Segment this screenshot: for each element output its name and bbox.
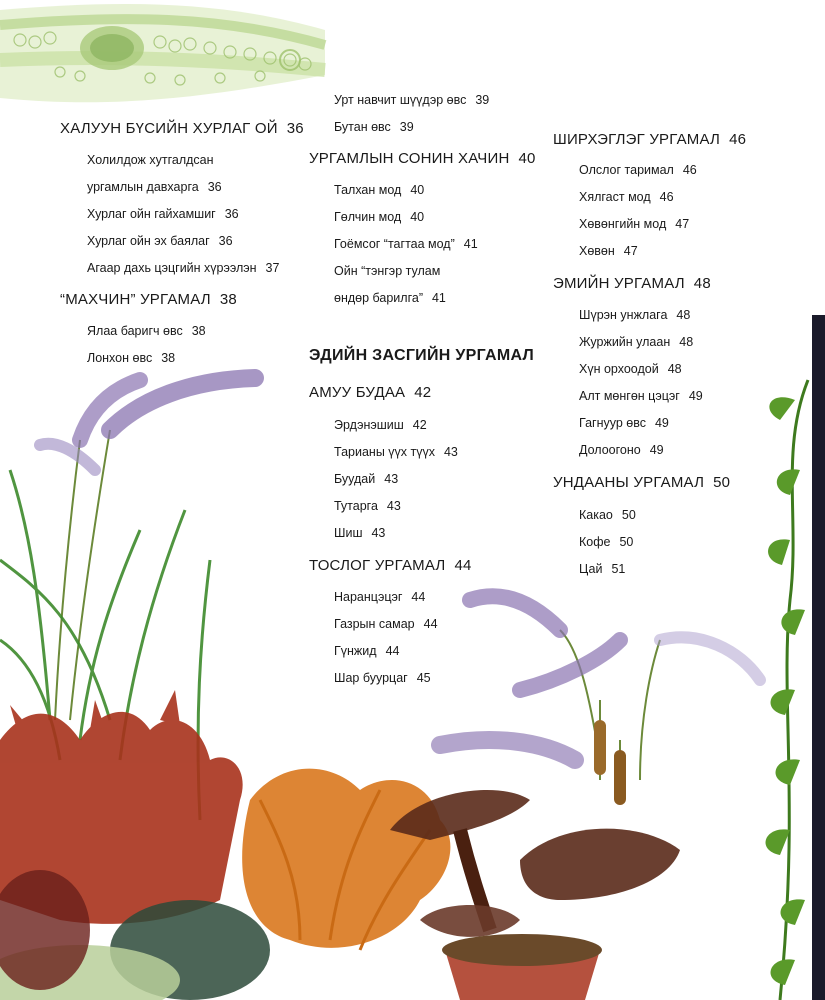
toc-page-number: 46 — [729, 131, 747, 148]
toc-page-number: 38 — [161, 351, 176, 365]
toc-page-number: 44 — [423, 617, 438, 631]
toc-entry[interactable] — [87, 153, 214, 167]
toc-entry-title: Долоогоно — [579, 443, 641, 457]
toc-entry[interactable] — [334, 210, 424, 224]
toc-entry[interactable] — [579, 535, 633, 549]
toc-entry[interactable] — [334, 120, 414, 134]
toc-page-number: 36 — [218, 234, 233, 248]
toc-entry-title: Хурлаг ойн эх баялаг — [87, 234, 210, 248]
toc-entry-title: Шүрэн унжлага — [579, 308, 668, 322]
leaf-cross-section-image — [0, 4, 325, 102]
toc-page-number: 43 — [384, 472, 399, 486]
toc-page-number: 50 — [621, 508, 636, 522]
toc-entry[interactable] — [334, 671, 431, 685]
toc-section-title: ЭМИЙН УРГАМАЛ — [553, 275, 685, 292]
toc-entry-title: Талхан мод — [334, 183, 402, 197]
toc-entry[interactable] — [87, 234, 233, 248]
toc-entry[interactable] — [334, 472, 398, 486]
toc-page-number: 44 — [385, 644, 400, 658]
toc-page-number: 48 — [667, 362, 682, 376]
toc-entry-title: Буудай — [334, 472, 376, 486]
toc-page-number: 38 — [219, 291, 237, 308]
toc-entry-title: Олслог таримал — [579, 163, 674, 177]
toc-entry-title: Алт мөнгөн цэцэг — [579, 389, 680, 403]
toc-page-number: 49 — [654, 416, 669, 430]
toc-entry[interactable] — [334, 264, 440, 278]
toc-section-heading[interactable] — [553, 131, 746, 148]
toc-entry-title: өндөр барилга” — [334, 291, 423, 305]
toc-entry[interactable] — [579, 217, 689, 231]
climbing-vine-image — [766, 315, 825, 1000]
toc-entry-title: Хүн орхоодой — [579, 362, 659, 376]
toc-page-number: 47 — [623, 244, 638, 258]
toc-page-number: 42 — [414, 384, 432, 401]
toc-entry-title: Тутарга — [334, 499, 378, 513]
toc-page-number: 40 — [410, 210, 425, 224]
toc-entry-title: Хөвөн — [579, 244, 615, 258]
toc-section-title: УРГАМЛЫН СОНИН ХАЧИН — [309, 150, 510, 167]
toc-entry-title: Лонхон өвс — [87, 351, 153, 365]
toc-entry[interactable] — [87, 261, 279, 275]
toc-page-number: 40 — [410, 183, 425, 197]
toc-entry-title: Тарианы үүх түүх — [334, 445, 435, 459]
toc-entry[interactable] — [87, 324, 206, 338]
toc-page-number: 49 — [649, 443, 664, 457]
toc-page-number: 45 — [416, 671, 431, 685]
toc-page-number: 47 — [675, 217, 690, 231]
toc-entry-title: Холилдож хутгалдсан — [87, 153, 214, 167]
toc-entry[interactable] — [87, 351, 175, 365]
toc-entry[interactable] — [334, 526, 385, 540]
toc-entry-title: Урт навчит шүүдэр өвс — [334, 93, 467, 107]
toc-section-heading[interactable] — [60, 291, 237, 308]
toc-entry[interactable] — [334, 237, 478, 251]
toc-entry-title: Ялаа баригч өвс — [87, 324, 183, 338]
toc-entry[interactable] — [579, 335, 693, 349]
toc-page-number: 46 — [659, 190, 674, 204]
toc-page-number: 36 — [207, 180, 222, 194]
toc-entry-title: Гөлчин мод — [334, 210, 402, 224]
toc-entry-title: Ойн “тэнгэр тулам — [334, 264, 441, 278]
toc-entry-title: ургамлын давхарга — [87, 180, 199, 194]
toc-entry[interactable] — [579, 362, 682, 376]
toc-page-number: 38 — [191, 324, 206, 338]
toc-entry[interactable] — [579, 190, 674, 204]
toc-entry-title: Газрын самар — [334, 617, 415, 631]
toc-entry-title: Агаар дахь цэцгийн хүрээлэн — [87, 261, 257, 275]
toc-section-heading[interactable] — [309, 557, 472, 574]
cattail-image — [594, 700, 626, 805]
toc-section-title: ТОСЛОГ УРГАМАЛ — [309, 557, 446, 574]
toc-entry-title: Хөвөнгийн мод — [579, 217, 667, 231]
toc-section-title: “МАХЧИН” УРГАМАЛ — [60, 291, 211, 308]
toc-page-number: 39 — [399, 120, 414, 134]
toc-page-number: 49 — [688, 389, 703, 403]
toc-section-title: ШИРХЭГЛЭГ УРГАМАЛ — [553, 131, 721, 148]
toc-entry[interactable] — [579, 508, 636, 522]
toc-entry[interactable] — [334, 644, 399, 658]
toc-page-number: 46 — [682, 163, 697, 177]
toc-section-heading[interactable] — [309, 150, 536, 167]
toc-page-number: 50 — [619, 535, 634, 549]
toc-entry-title: Гоёмсог “тагтаа мод” — [334, 237, 455, 251]
toc-entry-title: Хурлаг ойн гайхамшиг — [87, 207, 216, 221]
toc-entry[interactable] — [334, 445, 458, 459]
orange-coral-image — [242, 769, 450, 948]
toc-page-number: 41 — [431, 291, 446, 305]
toc-entry[interactable] — [334, 418, 427, 432]
toc-section-title: УНДААНЫ УРГАМАЛ — [553, 474, 705, 491]
toc-page-number: 48 — [676, 308, 691, 322]
toc-section-heading[interactable] — [553, 275, 711, 292]
toc-page-number: 42 — [412, 418, 427, 432]
toc-page-number: 43 — [386, 499, 401, 513]
toc-section-title: АМУУ БУДАА — [309, 384, 406, 401]
toc-page-number: 48 — [693, 275, 711, 292]
toc-entry-title: Эрдэнэшиш — [334, 418, 404, 432]
toc-page-number: 40 — [518, 150, 536, 167]
toc-page-number: 48 — [679, 335, 694, 349]
toc-section-heading[interactable] — [553, 474, 730, 491]
toc-entry-title: Кофе — [579, 535, 611, 549]
toc-entry-title: Шар буурцаг — [334, 671, 408, 685]
toc-entry[interactable] — [579, 416, 669, 430]
toc-page-number: 37 — [265, 261, 280, 275]
toc-page-number: 36 — [286, 120, 304, 137]
toc-page-number: 43 — [371, 526, 386, 540]
toc-section-heading[interactable] — [309, 384, 431, 401]
toc-part-title[interactable]: ЭДИЙН ЗАСГИЙН УРГАМАЛ — [309, 347, 535, 364]
toc-entry[interactable] — [579, 562, 625, 576]
toc-page-number: 51 — [611, 562, 626, 576]
toc-section-heading[interactable] — [60, 120, 304, 137]
toc-entry[interactable] — [579, 244, 638, 258]
toc-entry[interactable] — [579, 163, 697, 177]
toc-entry-title: Хялгаст мод — [579, 190, 651, 204]
feather-grass-left-image — [40, 378, 255, 720]
toc-page-number: 44 — [454, 557, 472, 574]
toc-entry[interactable] — [334, 617, 438, 631]
toc-entry[interactable] — [579, 308, 690, 322]
toc-entry-title: Гагнуур өвс — [579, 416, 646, 430]
toc-entry-title: Бутан өвс — [334, 120, 391, 134]
toc-entry[interactable] — [334, 590, 425, 604]
toc-entry[interactable] — [579, 443, 664, 457]
toc-page-number: 44 — [411, 590, 426, 604]
toc-entry[interactable] — [87, 180, 222, 194]
toc-section-title: ХАЛУУН БҮСИЙН ХУРЛАГ ОЙ — [60, 120, 278, 137]
toc-entry[interactable] — [334, 499, 401, 513]
toc-entry-title: Гүнжид — [334, 644, 377, 658]
toc-entry-title: Шиш — [334, 526, 363, 540]
toc-entry[interactable] — [579, 389, 703, 403]
toc-page-number: 39 — [475, 93, 490, 107]
toc-page-number: 36 — [224, 207, 239, 221]
toc-page-number: 41 — [463, 237, 478, 251]
toc-page-number: 43 — [443, 445, 458, 459]
reishi-mushroom-image — [390, 790, 680, 1000]
toc-entry-title: Какао — [579, 508, 613, 522]
toc-entry[interactable] — [87, 207, 239, 221]
toc-entry[interactable] — [334, 93, 489, 107]
toc-page-number: 50 — [713, 474, 731, 491]
toc-entry-title: Цай — [579, 562, 603, 576]
toc-entry[interactable] — [334, 291, 446, 305]
toc-entry-title: Наранцэцэг — [334, 590, 403, 604]
toc-entry[interactable] — [334, 183, 424, 197]
toc-entry-title: Журжийн улаан — [579, 335, 671, 349]
